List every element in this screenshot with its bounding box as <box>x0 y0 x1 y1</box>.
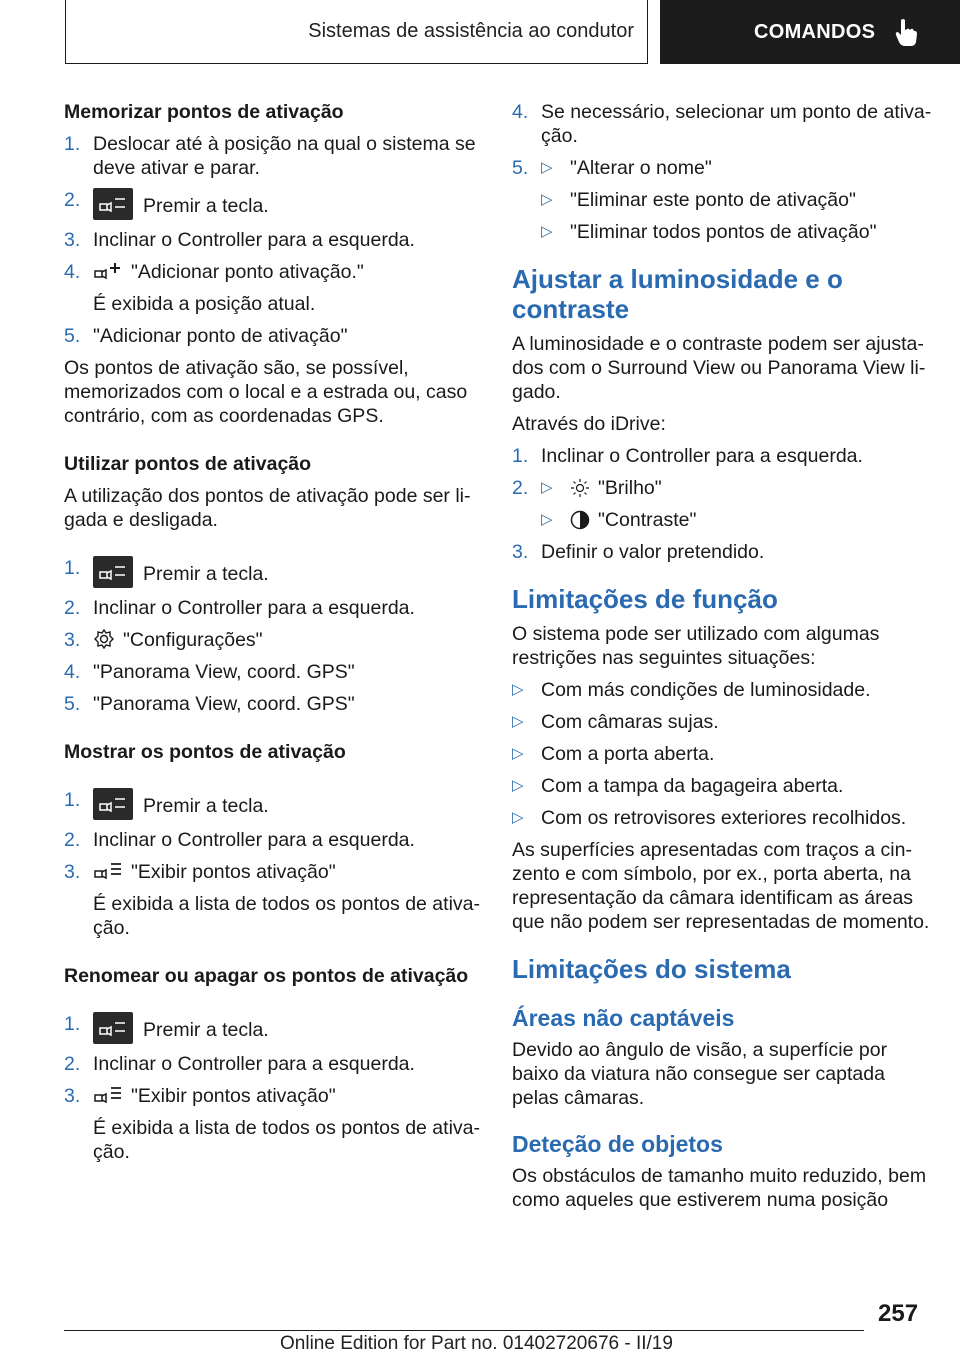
list-item: 1. Premir a tecla. <box>64 788 484 820</box>
list-item: ▷ Com os retrovisores exteriores recolhidos. <box>512 807 907 829</box>
bullet-icon: ▷ <box>512 777 524 794</box>
list-item: ▷ Com câmaras sujas. <box>512 711 719 733</box>
list-item-note: É exibida a posição atual. <box>93 293 316 315</box>
list-item: 1. Deslocar até à posição na qual o sistema se deve ativar e parar. <box>64 133 476 179</box>
paragraph: Os obstáculos de tamanho muito reduzido, bem como aqueles que estiverem numa posição <box>512 1165 927 1211</box>
list-item: ▷ Com a tampa da bagageira aberta. <box>512 775 844 797</box>
bullet-icon: ▷ <box>512 745 524 762</box>
running-header-chapter <box>660 0 960 64</box>
list-item: ▷ Com a porta aberta. <box>512 743 715 765</box>
paragraph: O sistema pode ser utilizado com algumas restrições nas seguintes situações: <box>512 623 880 669</box>
contrast-icon <box>570 510 590 530</box>
bullet-icon: ▷ <box>541 223 553 240</box>
subheading-rename: Renomear ou apagar os pontos de ativação <box>64 965 469 987</box>
footer-edition: Online Edition for Part no. 01402720676 - II/19 <box>280 1333 673 1354</box>
list-camera-points-icon <box>93 1086 123 1106</box>
section-title: Sistemas de assistência ao condutor <box>308 20 634 42</box>
heading-object-detection: Deteção de objetos <box>512 1131 723 1157</box>
subheading-show: Mostrar os pontos de ativação <box>64 741 346 763</box>
pointing-hand-icon <box>895 18 917 46</box>
bullet-icon: ▷ <box>541 511 553 528</box>
camera-key-icon <box>93 788 133 820</box>
list-item-note: É exibida a lista de todos os pontos de ativação. <box>93 1117 480 1163</box>
paragraph: A luminosidade e o contraste podem ser ajustados com o Surround View ou Panorama View ligado. <box>512 333 926 403</box>
bullet-icon: ▷ <box>512 809 524 826</box>
add-camera-point-icon <box>93 262 123 282</box>
list-item-note: É exibida a lista de todos os pontos de ativação. <box>93 893 480 939</box>
running-header-section <box>65 0 648 64</box>
paragraph: As superfícies apresentadas com traços a cinzento e com símbolo, por ex., porta aberta, na representação da câmara identificam as áreas que não podem ser representadas de momento. <box>512 839 930 933</box>
list-item: 2. Inclinar o Controller para a esquerda. <box>64 829 415 851</box>
list-item: 2. Premir a tecla. <box>64 188 484 220</box>
bullet-icon: ▷ <box>541 479 553 496</box>
list-item: 1. Premir a tecla. <box>64 1012 484 1044</box>
list-item: ▷ Com más condições de luminosidade. <box>512 679 871 701</box>
list-item: 2. ▷ "Brilho" <box>512 477 662 499</box>
bullet-icon: ▷ <box>541 191 553 208</box>
list-item: 5. "Panorama View, coord. GPS" <box>64 693 355 715</box>
list-item: 5. "Adicionar ponto de ativação" <box>64 325 348 347</box>
footer-divider <box>64 1330 864 1331</box>
paragraph: Através do iDrive: <box>512 413 666 435</box>
camera-key-icon <box>93 1012 133 1044</box>
paragraph: Os pontos de ativação são, se possível, memorizados com o local e a estrada ou, caso contrário, com as coordenadas GPS. <box>64 357 468 427</box>
bullet-icon: ▷ <box>541 159 553 176</box>
list-item: 2. Inclinar o Controller para a esquerda. <box>64 597 415 619</box>
list-item: 4. "Panorama View, coord. GPS" <box>64 661 355 683</box>
list-item: 2. Inclinar o Controller para a esquerda. <box>64 1053 415 1075</box>
heading-brightness: Ajustar a luminosidade e o contraste <box>512 264 843 324</box>
heading-system-limits: Limitações do sistema <box>512 954 791 984</box>
camera-key-icon <box>93 556 133 588</box>
list-item: ▷ "Eliminar todos pontos de ativação" <box>541 221 877 243</box>
bullet-icon: ▷ <box>512 713 524 730</box>
list-item: 4. "Adicionar ponto ativação." <box>64 261 364 283</box>
list-item: 5. ▷ "Alterar o nome" <box>512 157 712 179</box>
list-camera-points-icon <box>93 862 123 882</box>
bullet-icon: ▷ <box>512 681 524 698</box>
gear-icon <box>93 628 115 650</box>
list-item: 1. Premir a tecla. <box>64 556 484 588</box>
paragraph: A utilização dos pontos de ativação pode ser ligada e desligada. <box>64 485 471 531</box>
paragraph: Devido ao ângulo de visão, a superfície por baixo da viatura não consegue ser captada pelas câmaras. <box>512 1039 888 1109</box>
list-item: 1. Inclinar o Controller para a esquerda. <box>512 445 863 467</box>
list-item: 3. Definir o valor pretendido. <box>512 541 765 563</box>
right-column <box>512 100 932 1220</box>
subheading-memorize: Memorizar pontos de ativação <box>64 101 344 123</box>
list-item: 3. "Exibir pontos ativação" <box>64 861 336 883</box>
heading-undetectable-areas: Áreas não captáveis <box>512 1005 735 1031</box>
list-item: ▷ "Eliminar este ponto de ativação" <box>541 189 856 211</box>
subheading-use: Utilizar pontos de ativação <box>64 453 312 475</box>
list-item: 4. Se necessário, selecionar um ponto de ativação. <box>512 101 932 147</box>
list-item: 3. "Exibir pontos ativação" <box>64 1085 336 1107</box>
page-number: 257 <box>878 1300 919 1327</box>
chapter-title: COMANDOS <box>754 20 876 43</box>
heading-function-limits: Limitações de função <box>512 584 778 614</box>
left-column <box>64 100 484 1172</box>
list-item: 3. Inclinar o Controller para a esquerda. <box>64 229 415 251</box>
list-item: ▷ "Contraste" <box>541 509 697 531</box>
camera-key-icon <box>93 188 133 220</box>
list-item: 3. "Configurações" <box>64 629 263 651</box>
brightness-icon <box>570 478 590 498</box>
